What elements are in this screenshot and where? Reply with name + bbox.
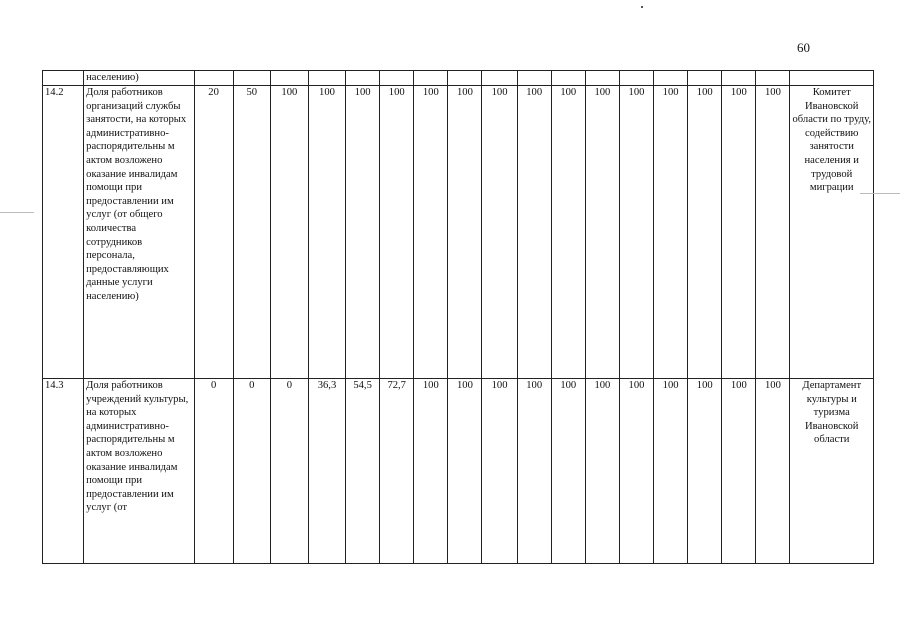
cell-value <box>688 71 722 86</box>
scan-speck <box>641 6 643 8</box>
value-cell: 50 <box>233 86 270 379</box>
value-cell: 100 <box>688 86 722 379</box>
value-cell: 100 <box>482 86 517 379</box>
value-cell: 0 <box>194 379 233 564</box>
cell-responsible <box>790 71 874 86</box>
cell-value <box>308 71 345 86</box>
value-cell: 100 <box>585 86 619 379</box>
value-cell: 100 <box>308 86 345 379</box>
cell-value <box>448 71 482 86</box>
value-cell: 72,7 <box>380 379 414 564</box>
table-row <box>43 379 874 564</box>
value-cell: 100 <box>380 86 414 379</box>
value-cell: 100 <box>414 86 448 379</box>
table-row <box>43 86 874 379</box>
cell-value <box>380 71 414 86</box>
value-cell: 100 <box>654 379 688 564</box>
cell-value <box>551 71 585 86</box>
cell-value <box>619 71 653 86</box>
cell-value <box>517 71 551 86</box>
value-cell: 100 <box>448 379 482 564</box>
value-cell: 100 <box>722 86 756 379</box>
responsible-body: Комитет Ивановской области по труду, содействию занятости населения и трудовой миграции <box>790 86 874 379</box>
value-cell: 100 <box>551 379 585 564</box>
row-number: 14.3 <box>43 379 84 564</box>
cell-value <box>194 71 233 86</box>
scan-mark <box>0 212 34 213</box>
value-cell: 100 <box>619 86 653 379</box>
row-description: Доля работников учреждений культуры, на которых административно-распорядительны м актом возложено оказание инвалидам помощи при предоставлении им услуг (от <box>84 379 194 564</box>
value-cell: 0 <box>233 379 270 564</box>
cell-desc: населению) <box>84 71 194 86</box>
value-cell: 100 <box>346 86 380 379</box>
value-cell: 100 <box>517 379 551 564</box>
scan-mark <box>860 193 900 194</box>
cell-value <box>756 71 790 86</box>
value-cell: 100 <box>482 379 517 564</box>
cell-value <box>482 71 517 86</box>
cell-value <box>346 71 380 86</box>
cell-value <box>233 71 270 86</box>
value-cell: 100 <box>722 379 756 564</box>
row-number: 14.2 <box>43 86 84 379</box>
cell-num <box>43 71 84 86</box>
value-cell: 100 <box>654 86 688 379</box>
value-cell: 100 <box>270 86 308 379</box>
value-cell: 54,5 <box>346 379 380 564</box>
value-cell: 100 <box>414 379 448 564</box>
row-description: Доля работников организаций службы занятости, на которых административно-распорядительны м актом возложено оказание инвалидам помощи при предоставлении им услуг (от общего количества сотрудников персонала, предоставляющих данные услуги населению) <box>84 86 194 379</box>
cell-value <box>270 71 308 86</box>
continuation-row <box>43 71 874 86</box>
value-cell: 100 <box>756 379 790 564</box>
value-cell: 100 <box>551 86 585 379</box>
value-cell: 100 <box>756 86 790 379</box>
cell-value <box>414 71 448 86</box>
value-cell: 100 <box>517 86 551 379</box>
value-cell: 100 <box>585 379 619 564</box>
value-cell: 100 <box>619 379 653 564</box>
value-cell: 0 <box>270 379 308 564</box>
value-cell: 100 <box>448 86 482 379</box>
responsible-body: Департамент культуры и туризма Ивановской области <box>790 379 874 564</box>
indicator-table <box>42 70 874 564</box>
cell-value <box>585 71 619 86</box>
page-number: 60 <box>797 40 810 55</box>
cell-value <box>722 71 756 86</box>
value-cell: 100 <box>688 379 722 564</box>
value-cell: 36,3 <box>308 379 345 564</box>
cell-value <box>654 71 688 86</box>
value-cell: 20 <box>194 86 233 379</box>
